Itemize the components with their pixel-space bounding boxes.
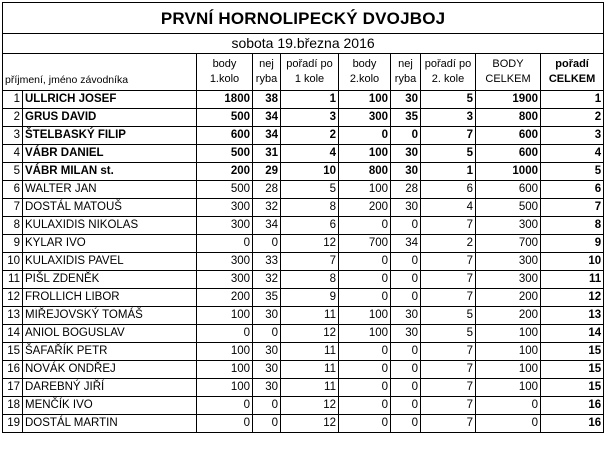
- cell-rank-round2: 7: [421, 397, 476, 415]
- cell-points-round1: 300: [197, 199, 253, 217]
- cell-rank-round1: 6: [281, 217, 339, 235]
- cell-points-round1: 0: [197, 397, 253, 415]
- table-row: [3, 217, 604, 235]
- cell-points-round2: 0: [339, 343, 391, 361]
- cell-competitor-name: DOSTÁL MATOUŠ: [23, 199, 197, 217]
- cell-points-round1: 500: [197, 109, 253, 127]
- cell-points-round1: 300: [197, 271, 253, 289]
- cell-points-round2: 800: [339, 163, 391, 181]
- cell-competitor-name: KULAXIDIS PAVEL: [23, 253, 197, 271]
- cell-rank-total: 3: [541, 127, 604, 145]
- cell-best-fish-round1: 34: [253, 127, 281, 145]
- cell-points-total: 300: [476, 271, 541, 289]
- cell-points-round2: 0: [339, 127, 391, 145]
- cell-points-total: 0: [476, 415, 541, 433]
- header-poradi1: pořadí po 1 kole: [281, 54, 339, 91]
- cell-points-total: 700: [476, 235, 541, 253]
- cell-rank-round1: 11: [281, 379, 339, 397]
- cell-index: 17: [3, 379, 23, 397]
- cell-best-fish-round1: 34: [253, 109, 281, 127]
- cell-points-round2: 100: [339, 325, 391, 343]
- cell-competitor-name: ŠAFAŘÍK PETR: [23, 343, 197, 361]
- cell-best-fish-round1: 34: [253, 217, 281, 235]
- cell-points-total: 600: [476, 181, 541, 199]
- cell-rank-total: 10: [541, 253, 604, 271]
- cell-index: 19: [3, 415, 23, 433]
- cell-rank-round1: 10: [281, 163, 339, 181]
- cell-competitor-name: GRUS DAVID: [23, 109, 197, 127]
- header-ryba1: nej ryba: [253, 54, 281, 91]
- cell-rank-round1: 3: [281, 109, 339, 127]
- table-row: [3, 379, 604, 397]
- cell-points-round2: 100: [339, 91, 391, 109]
- cell-points-round2: 0: [339, 379, 391, 397]
- cell-points-total: 100: [476, 343, 541, 361]
- table-row: [3, 163, 604, 181]
- cell-points-round1: 100: [197, 307, 253, 325]
- cell-best-fish-round1: 30: [253, 343, 281, 361]
- cell-best-fish-round2: 30: [391, 91, 421, 109]
- cell-index: 16: [3, 361, 23, 379]
- cell-rank-round1: 5: [281, 181, 339, 199]
- cell-index: 2: [3, 109, 23, 127]
- event-date: sobota 19.března 2016: [3, 34, 604, 54]
- cell-best-fish-round2: 30: [391, 307, 421, 325]
- cell-rank-round2: 7: [421, 271, 476, 289]
- cell-points-round2: 0: [339, 289, 391, 307]
- cell-best-fish-round2: 0: [391, 415, 421, 433]
- cell-rank-total: 14: [541, 325, 604, 343]
- page-title: PRVNÍ HORNOLIPECKÝ DVOJBOJ: [3, 3, 604, 34]
- cell-best-fish-round2: 30: [391, 199, 421, 217]
- cell-points-total: 1000: [476, 163, 541, 181]
- cell-best-fish-round2: 30: [391, 163, 421, 181]
- cell-index: 18: [3, 397, 23, 415]
- cell-rank-round1: 8: [281, 199, 339, 217]
- cell-rank-total: 5: [541, 163, 604, 181]
- header-ryba2: nej ryba: [391, 54, 421, 91]
- cell-rank-round1: 9: [281, 289, 339, 307]
- cell-rank-round2: 4: [421, 199, 476, 217]
- cell-competitor-name: WALTER JAN: [23, 181, 197, 199]
- cell-best-fish-round1: 32: [253, 199, 281, 217]
- cell-points-round1: 500: [197, 181, 253, 199]
- cell-rank-total: 4: [541, 145, 604, 163]
- cell-best-fish-round1: 28: [253, 181, 281, 199]
- cell-best-fish-round2: 0: [391, 127, 421, 145]
- cell-points-total: 300: [476, 217, 541, 235]
- cell-index: 7: [3, 199, 23, 217]
- cell-points-round1: 100: [197, 343, 253, 361]
- cell-rank-total: 16: [541, 415, 604, 433]
- cell-points-round2: 0: [339, 253, 391, 271]
- cell-competitor-name: VÁBR MILAN st.: [23, 163, 197, 181]
- cell-rank-round2: 7: [421, 289, 476, 307]
- cell-best-fish-round2: 0: [391, 271, 421, 289]
- cell-rank-total: 8: [541, 217, 604, 235]
- cell-competitor-name: KYLAR IVO: [23, 235, 197, 253]
- cell-competitor-name: MENČÍK IVO: [23, 397, 197, 415]
- header-body2: body 2.kolo: [339, 54, 391, 91]
- cell-rank-round1: 1: [281, 91, 339, 109]
- cell-best-fish-round2: 0: [391, 289, 421, 307]
- cell-points-round1: 300: [197, 217, 253, 235]
- results-table: [2, 2, 604, 433]
- cell-points-round2: 200: [339, 199, 391, 217]
- table-row: [3, 325, 604, 343]
- cell-rank-total: 11: [541, 271, 604, 289]
- header-celkem: BODY CELKEM: [476, 54, 541, 91]
- cell-points-round2: 100: [339, 307, 391, 325]
- cell-best-fish-round1: 0: [253, 235, 281, 253]
- cell-points-total: 100: [476, 379, 541, 397]
- cell-rank-total: 9: [541, 235, 604, 253]
- cell-points-round2: 0: [339, 271, 391, 289]
- cell-best-fish-round1: 33: [253, 253, 281, 271]
- cell-rank-round2: 3: [421, 109, 476, 127]
- cell-points-total: 1900: [476, 91, 541, 109]
- table-row: [3, 199, 604, 217]
- cell-points-round1: 200: [197, 289, 253, 307]
- cell-rank-total: 1: [541, 91, 604, 109]
- cell-rank-total: 13: [541, 307, 604, 325]
- cell-competitor-name: ANIOL BOGUSLAV: [23, 325, 197, 343]
- cell-points-round2: 0: [339, 397, 391, 415]
- cell-points-round2: 0: [339, 217, 391, 235]
- cell-points-round1: 100: [197, 379, 253, 397]
- table-row: [3, 415, 604, 433]
- cell-rank-total: 12: [541, 289, 604, 307]
- header-row: [3, 54, 604, 91]
- cell-best-fish-round1: 38: [253, 91, 281, 109]
- cell-rank-round2: 7: [421, 127, 476, 145]
- table-row: [3, 361, 604, 379]
- cell-best-fish-round2: 0: [391, 253, 421, 271]
- cell-best-fish-round1: 30: [253, 307, 281, 325]
- cell-competitor-name: VÁBR DANIEL: [23, 145, 197, 163]
- cell-best-fish-round1: 35: [253, 289, 281, 307]
- cell-points-total: 200: [476, 289, 541, 307]
- cell-rank-round2: 7: [421, 253, 476, 271]
- cell-best-fish-round1: 0: [253, 325, 281, 343]
- cell-rank-round1: 12: [281, 325, 339, 343]
- cell-best-fish-round1: 32: [253, 271, 281, 289]
- header-poradi-celkem: pořadí CELKEM: [541, 54, 604, 91]
- cell-points-total: 200: [476, 307, 541, 325]
- cell-rank-round2: 5: [421, 91, 476, 109]
- header-name: příjmení, jméno závodníka: [3, 54, 197, 91]
- cell-best-fish-round1: 0: [253, 397, 281, 415]
- cell-rank-round1: 11: [281, 361, 339, 379]
- cell-best-fish-round1: 30: [253, 379, 281, 397]
- cell-best-fish-round1: 0: [253, 415, 281, 433]
- header-body1: body 1.kolo: [197, 54, 253, 91]
- cell-competitor-name: FROLLICH LIBOR: [23, 289, 197, 307]
- cell-points-round1: 0: [197, 325, 253, 343]
- cell-points-round1: 500: [197, 145, 253, 163]
- cell-index: 11: [3, 271, 23, 289]
- cell-points-round2: 700: [339, 235, 391, 253]
- cell-points-total: 100: [476, 325, 541, 343]
- cell-rank-round2: 5: [421, 307, 476, 325]
- table-row: [3, 181, 604, 199]
- cell-rank-round2: 1: [421, 163, 476, 181]
- cell-rank-round1: 2: [281, 127, 339, 145]
- cell-rank-round1: 12: [281, 397, 339, 415]
- cell-best-fish-round2: 0: [391, 217, 421, 235]
- table-row: [3, 289, 604, 307]
- cell-rank-round1: 7: [281, 253, 339, 271]
- cell-best-fish-round2: 30: [391, 325, 421, 343]
- cell-points-round2: 0: [339, 361, 391, 379]
- cell-rank-round1: 11: [281, 343, 339, 361]
- table-row: [3, 343, 604, 361]
- cell-points-round1: 600: [197, 127, 253, 145]
- cell-best-fish-round2: 34: [391, 235, 421, 253]
- cell-competitor-name: NOVÁK ONDŘEJ: [23, 361, 197, 379]
- cell-rank-round1: 12: [281, 415, 339, 433]
- cell-points-round2: 0: [339, 415, 391, 433]
- table-row: [3, 397, 604, 415]
- cell-rank-round2: 2: [421, 235, 476, 253]
- cell-rank-round1: 8: [281, 271, 339, 289]
- cell-competitor-name: ŠTELBASKÝ FILIP: [23, 127, 197, 145]
- cell-rank-round2: 7: [421, 343, 476, 361]
- cell-points-round1: 300: [197, 253, 253, 271]
- results-sheet: [2, 2, 603, 433]
- cell-competitor-name: PIŠL ZDENĚK: [23, 271, 197, 289]
- table-row: [3, 271, 604, 289]
- cell-index: 15: [3, 343, 23, 361]
- cell-rank-total: 16: [541, 397, 604, 415]
- cell-index: 1: [3, 91, 23, 109]
- cell-best-fish-round2: 0: [391, 361, 421, 379]
- cell-rank-round1: 11: [281, 307, 339, 325]
- cell-points-round1: 100: [197, 361, 253, 379]
- cell-points-round2: 300: [339, 109, 391, 127]
- cell-rank-round2: 7: [421, 361, 476, 379]
- cell-points-total: 600: [476, 127, 541, 145]
- cell-index: 6: [3, 181, 23, 199]
- cell-best-fish-round2: 28: [391, 181, 421, 199]
- table-row: [3, 145, 604, 163]
- cell-points-total: 100: [476, 361, 541, 379]
- cell-best-fish-round2: 0: [391, 397, 421, 415]
- cell-rank-total: 15: [541, 343, 604, 361]
- cell-rank-total: 7: [541, 199, 604, 217]
- cell-rank-round2: 6: [421, 181, 476, 199]
- cell-points-total: 300: [476, 253, 541, 271]
- cell-points-round2: 100: [339, 145, 391, 163]
- cell-index: 14: [3, 325, 23, 343]
- cell-rank-round1: 12: [281, 235, 339, 253]
- table-row: [3, 235, 604, 253]
- header-poradi2: pořadí po 2. kole: [421, 54, 476, 91]
- cell-points-round1: 0: [197, 235, 253, 253]
- table-row: [3, 307, 604, 325]
- cell-index: 10: [3, 253, 23, 271]
- table-row: [3, 91, 604, 109]
- cell-index: 9: [3, 235, 23, 253]
- cell-competitor-name: MIŘEJOVSKÝ TOMÁŠ: [23, 307, 197, 325]
- cell-points-round1: 0: [197, 415, 253, 433]
- table-row: [3, 253, 604, 271]
- cell-index: 5: [3, 163, 23, 181]
- cell-index: 8: [3, 217, 23, 235]
- cell-points-round1: 1800: [197, 91, 253, 109]
- cell-rank-round2: 7: [421, 415, 476, 433]
- cell-index: 12: [3, 289, 23, 307]
- cell-rank-round1: 4: [281, 145, 339, 163]
- cell-points-total: 800: [476, 109, 541, 127]
- cell-index: 13: [3, 307, 23, 325]
- table-row: [3, 109, 604, 127]
- cell-rank-total: 6: [541, 181, 604, 199]
- table-row: [3, 127, 604, 145]
- cell-best-fish-round2: 30: [391, 145, 421, 163]
- cell-points-round2: 100: [339, 181, 391, 199]
- cell-competitor-name: DAREBNÝ JIŘÍ: [23, 379, 197, 397]
- cell-points-total: 600: [476, 145, 541, 163]
- cell-best-fish-round2: 35: [391, 109, 421, 127]
- cell-best-fish-round2: 0: [391, 343, 421, 361]
- cell-rank-round2: 7: [421, 379, 476, 397]
- cell-best-fish-round2: 0: [391, 379, 421, 397]
- cell-rank-total: 2: [541, 109, 604, 127]
- cell-index: 3: [3, 127, 23, 145]
- cell-index: 4: [3, 145, 23, 163]
- cell-best-fish-round1: 30: [253, 361, 281, 379]
- cell-best-fish-round1: 29: [253, 163, 281, 181]
- cell-rank-round2: 5: [421, 325, 476, 343]
- cell-competitor-name: DOSTÁL MARTIN: [23, 415, 197, 433]
- cell-best-fish-round1: 31: [253, 145, 281, 163]
- cell-competitor-name: ULLRICH JOSEF: [23, 91, 197, 109]
- cell-rank-round2: 7: [421, 217, 476, 235]
- cell-points-total: 500: [476, 199, 541, 217]
- cell-rank-round2: 5: [421, 145, 476, 163]
- cell-competitor-name: KULAXIDIS NIKOLAS: [23, 217, 197, 235]
- cell-points-round1: 200: [197, 163, 253, 181]
- cell-rank-total: 15: [541, 379, 604, 397]
- cell-points-total: 0: [476, 397, 541, 415]
- cell-rank-total: 15: [541, 361, 604, 379]
